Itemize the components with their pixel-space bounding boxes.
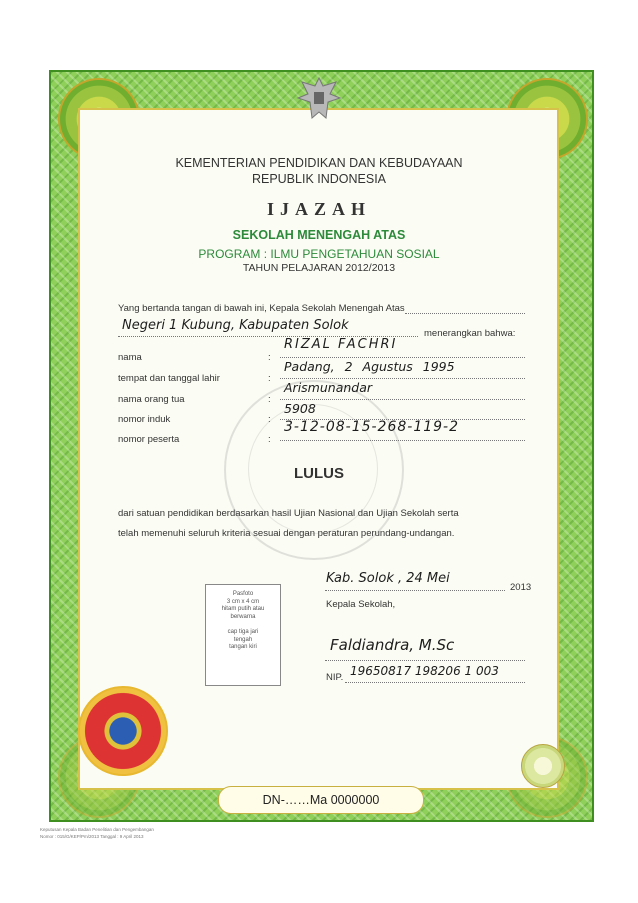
field-colon: : [268,352,271,363]
field-dots [280,357,525,358]
statement-line2: telah memenuhi seluruh kriteria sesuai dengan peraturan perundang-undangan. [118,528,455,539]
program: PROGRAM : ILMU PENGETAHUAN SOSIAL [198,247,440,261]
photo-text: tangan kiri [229,644,257,650]
school-name: Negeri 1 Kubung, Kabupaten Solok [122,318,349,333]
field-colon: : [268,373,271,384]
photo-text: Pasfoto [232,591,254,597]
sign-role: Kepala Sekolah, [326,599,396,610]
field-value-nomor-peserta: 3-12-08-15-268-119-2 [284,419,460,435]
nip-value: 19650817 198206 1 003 [350,664,499,678]
footnote-line1: Keputusan Kepala Badan Penelitian dan Pengembangan [40,827,154,832]
sign-place-date: Kab. Solok , 24 Mei [326,571,450,586]
photo-box [205,584,281,686]
field-colon: : [268,394,271,405]
nip-label: NIP. [326,672,344,683]
footnote-line2: Nomor : 015/G/KEP/Pm/2013 Tanggal : 9 April 2013 [40,834,144,839]
photo-text: tengah [233,636,253,643]
sign-date-dots [325,590,505,591]
serial-number: DN-……Ma 0000000 [218,786,424,814]
field-value-nama: RIZAL FACHRI [284,337,398,352]
intro-text: Yang bertanda tangan di bawah ini, Kepala Sekolah Menengah Atas [118,303,405,314]
field-label-ttl: tempat dan tanggal lahir [118,373,220,384]
school-type: SEKOLAH MENENGAH ATAS [232,228,406,242]
photo-text: hitam putih atau [221,606,265,612]
photo-text: cap tiga jari [227,629,259,635]
intro-dots [405,313,525,314]
headmaster-name-dots [325,660,525,661]
field-colon: : [268,434,271,445]
document-title: IJAZAH [266,199,371,219]
field-value-orang-tua: Arismunandar [284,380,373,395]
field-label-orang-tua: nama orang tua [118,394,185,405]
photo-text: 3 cm x 4 cm [226,598,260,605]
headmaster-name: Faldiandra, M.Sc [330,636,455,654]
ministry-line2: REPUBLIK INDONESIA [251,172,387,186]
field-label-nomor-induk: nomor induk [118,414,171,425]
field-dots [280,378,525,379]
photo-text: berwarna [230,613,256,620]
field-colon: : [268,414,271,425]
field-dots [280,399,525,400]
field-label-nama: nama [118,352,142,363]
ministry-line1: KEMENTERIAN PENDIDIKAN DAN KEBUDAYAAN [175,156,463,170]
academic-year: TAHUN PELAJARAN 2012/2013 [242,262,396,274]
ministry-heading [0,155,638,187]
intro-suffix: menerangkan bahwa: [424,328,516,339]
sign-year: 2013 [510,582,532,593]
status-lulus: LULUS [294,465,344,482]
field-value-nomor-induk: 5908 [284,401,316,416]
school-seal-emblem [78,686,168,776]
field-label-nomor-peserta: nomor peserta [118,434,180,445]
garuda-emblem-icon [296,74,342,124]
field-value-ttl: Padang, 2 Agustus 1995 [284,359,455,374]
nip-dots [345,682,525,683]
field-dots [280,440,525,441]
statement-line1: dari satuan pendidikan berdasarkan hasil Ujian Nasional dan Ujian Sekolah serta [118,508,459,519]
hologram-seal [521,744,565,788]
